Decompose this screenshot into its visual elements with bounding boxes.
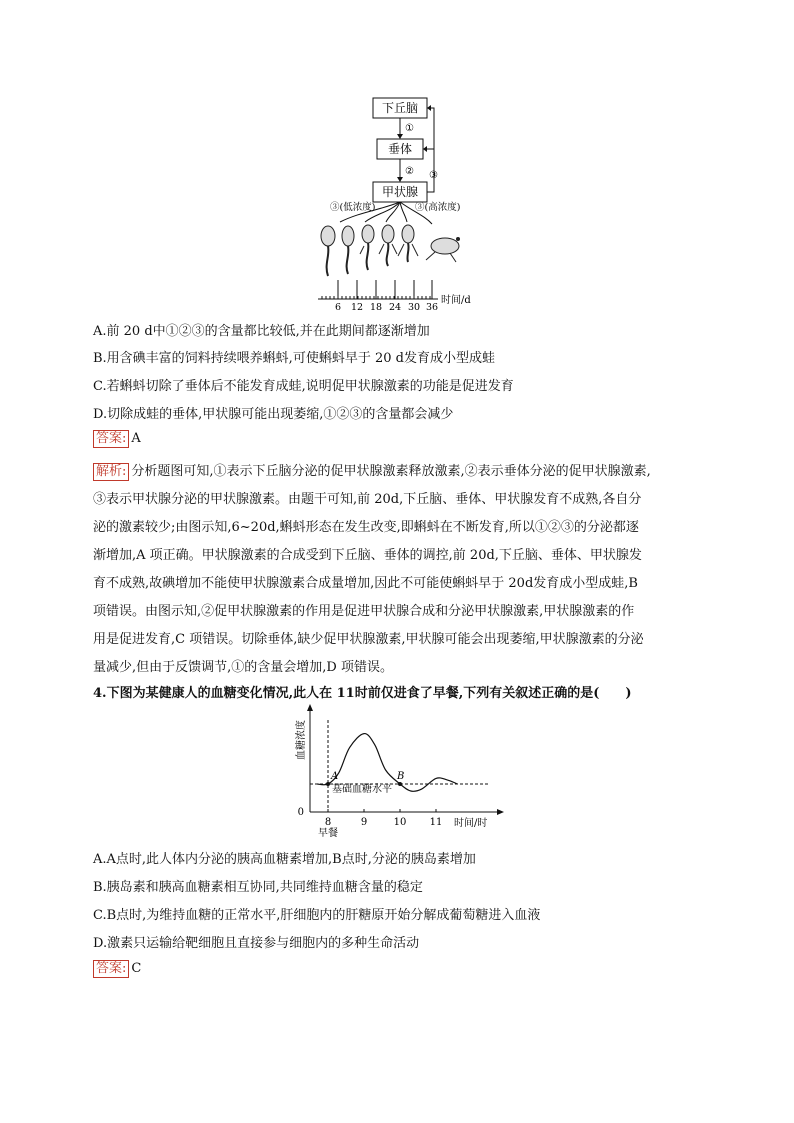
blood-sugar-curve xyxy=(317,734,457,792)
time-tick-18: 18 xyxy=(369,302,383,313)
q4-answer-value: C xyxy=(131,961,142,976)
q3-analysis-line-6: 项错误。由图示知,②促甲状腺激素的作用是促进甲状腺合成和分泌甲状腺激素,甲状腺激素的作 xyxy=(93,604,635,619)
q3-analysis-line-4: 渐增加,A 项正确。甲状腺激素的合成受到下丘脑、垂体的调控,前 20d,下丘脑、垂体、甲状腺发 xyxy=(93,548,642,563)
marker-1: ① xyxy=(405,123,414,134)
frog-adult xyxy=(426,237,460,262)
pituitary-label: 垂体 xyxy=(387,142,413,156)
q4-answer xyxy=(93,960,141,978)
answer-tag: 答案: xyxy=(93,430,129,448)
time-tick-6: 6 xyxy=(334,302,342,313)
tadpole-stage-4 xyxy=(379,225,397,266)
q4-option-a: A.A点时,此人体内分泌的胰高血糖素增加,B点时,分泌的胰岛素增加 xyxy=(93,852,476,867)
time-tick-24: 24 xyxy=(388,302,402,313)
x-tick-label: 11 xyxy=(429,817,443,828)
y-axis-label: 血糖浓度 xyxy=(296,720,307,760)
q3-analysis-line-2: ③表示甲状腺分泌的甲状腺激素。由题干可知,前 20d,下丘脑、垂体、甲状腺发育不成熟,各自分 xyxy=(93,492,642,507)
analysis-text: 分析题图可知,①表示下丘脑分泌的促甲状腺激素释放激素,②表示垂体分泌的促甲状腺激素, xyxy=(131,464,651,479)
time-tick-36: 36 xyxy=(425,302,439,313)
point-a-label: A xyxy=(331,771,339,782)
x-tick-label: 9 xyxy=(360,817,368,828)
time-tick-12: 12 xyxy=(350,302,364,313)
q4-option-d: D.激素只运输给靶细胞且直接参与细胞内的多种生命活动 xyxy=(93,936,420,951)
tadpole-stage-5 xyxy=(398,225,418,262)
thyroid-label: 甲状腺 xyxy=(381,185,419,199)
time-axis-label: 时间/d xyxy=(441,295,471,306)
answer-tag: 答案: xyxy=(93,960,129,978)
low-concentration-label: ③(低浓度) xyxy=(330,202,376,213)
x-axis-label: 时间/时 xyxy=(454,818,488,829)
hormone-regulation-diagram xyxy=(310,94,490,314)
baseline-label: 基础血糖水平 xyxy=(332,784,392,795)
x-tick-label: 10 xyxy=(393,817,407,828)
q3-answer-value: A xyxy=(131,431,141,446)
q4-stem: 4.下图为某健康人的血糖变化情况,此人在 11时前仅进食了早餐,下列有关叙述正确的是( ) xyxy=(93,686,632,701)
tadpole-stage-2 xyxy=(342,226,354,274)
q3-analysis-line-8: 量减少,但由于反馈调节,①的含量会增加,D 项错误。 xyxy=(93,660,393,675)
q3-option-d: D.切除成蛙的垂体,甲状腺可能出现萎缩,①②③的含量都会减少 xyxy=(93,407,454,422)
q4-option-b: B.胰岛素和胰高血糖素相互协同,共同维持血糖含量的稳定 xyxy=(93,880,423,895)
tadpole-stage-3 xyxy=(360,225,374,270)
breakfast-label: 早餐 xyxy=(318,828,338,839)
point-a-marker xyxy=(326,782,330,786)
hypothalamus-label: 下丘脑 xyxy=(381,101,419,115)
blood-sugar-chart xyxy=(282,700,512,840)
tadpole-stage-1 xyxy=(321,226,335,276)
point-b-marker xyxy=(398,782,402,786)
q3-analysis-line-5: 育不成熟,故碘增加不能使甲状腺激素合成量增加,因此不可能使蝌蚪早于 20d发育成小型成蛙,B xyxy=(93,576,638,591)
point-b-label: B xyxy=(397,771,405,782)
q3-option-b: B.用含碘丰富的饲料持续喂养蝌蚪,可使蝌蚪早于 20 d发育成小型成蛙 xyxy=(93,351,495,366)
q3-analysis-line-7: 用是促进发育,C 项错误。切除垂体,缺少促甲状腺激素,甲状腺可能会出现萎缩,甲状腺激素的分泌 xyxy=(93,632,644,647)
time-tick-30: 30 xyxy=(407,302,421,313)
analysis-tag: 解析: xyxy=(93,463,129,481)
q3-option-a: A.前 20 d中①②③的含量都比较低,并在此期间都逐渐增加 xyxy=(93,324,430,339)
marker-2: ② xyxy=(405,166,414,177)
origin-label: 0 xyxy=(297,807,304,818)
x-tick-label: 8 xyxy=(324,817,332,828)
q3-analysis-line-3: 泌的激素较少;由图示知,6~20d,蝌蚪形态在发生改变,即蝌蚪在不断发育,所以①②③的分泌都逐 xyxy=(93,520,639,535)
q3-answer xyxy=(93,430,141,448)
marker-3-feedback: ③ xyxy=(429,170,438,181)
q4-option-c: C.B点时,为维持血糖的正常水平,肝细胞内的肝糖原开始分解成葡萄糖进入血液 xyxy=(93,908,541,923)
high-concentration-label: ③(高浓度) xyxy=(415,202,461,213)
q3-analysis-line-1 xyxy=(93,460,651,481)
q3-option-c: C.若蝌蚪切除了垂体后不能发育成蛙,说明促甲状腺激素的功能是促进发育 xyxy=(93,379,514,394)
